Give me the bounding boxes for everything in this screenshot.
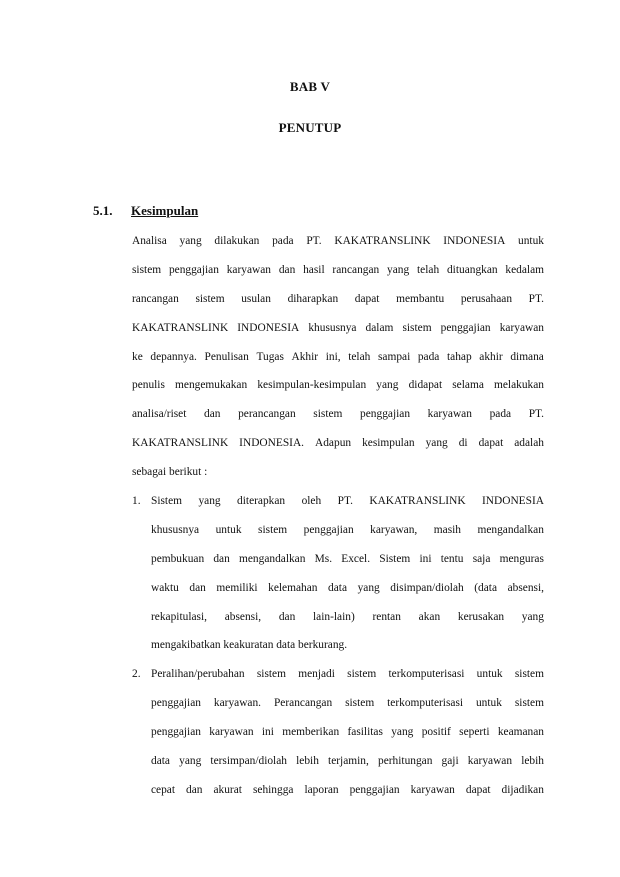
list-item-text (151, 667, 544, 811)
section-number: 5.1. (93, 203, 113, 218)
conclusion-paragraph (132, 234, 544, 494)
word: data (328, 581, 348, 594)
word: dapat (465, 783, 491, 796)
paragraph-line (132, 378, 544, 407)
word: pada (272, 235, 294, 247)
word: sistem (256, 668, 286, 680)
list-item-line (151, 552, 544, 581)
word: gaji (441, 754, 459, 767)
word: sebagai berikut : (132, 466, 208, 479)
word: absensi, (507, 581, 544, 594)
word: khususnya (308, 321, 357, 334)
word: karyawan (499, 321, 544, 334)
word: rentan (372, 610, 401, 623)
word: dan (213, 552, 230, 565)
word: penggajian (349, 783, 400, 796)
word: kesimpulan (362, 437, 415, 450)
word: Perancangan (273, 696, 333, 709)
word: untuk (476, 668, 503, 680)
word: yang (425, 437, 448, 450)
section-heading (93, 203, 198, 219)
word: terkomputerisasi (387, 696, 464, 709)
word: dan (278, 610, 296, 623)
word: tahap (447, 350, 472, 363)
word: untuk (518, 235, 544, 247)
word: dimana (510, 350, 544, 363)
list-item-number: 1. (132, 495, 141, 507)
word: untuk (215, 523, 242, 536)
word: ini (261, 725, 274, 738)
word: Analisa (132, 235, 167, 247)
word: absensi, (224, 610, 262, 623)
word: KAKATRANSLINK (334, 235, 431, 247)
word: memberikan (282, 725, 340, 738)
list-item-line (151, 581, 544, 610)
word: kelemahan (268, 581, 318, 594)
word: karyawan. (213, 696, 262, 709)
word: sistem (514, 668, 544, 680)
word: diterapkan (237, 495, 286, 507)
list-item-line (151, 725, 544, 754)
word: Sistem (151, 495, 183, 507)
word: mengandalkan (239, 552, 306, 565)
conclusion-list-item (132, 494, 544, 667)
word: akhir (479, 350, 503, 363)
word: sistem (514, 696, 544, 709)
chapter-title: PENUTUP (278, 120, 342, 135)
word: Ms. (314, 552, 333, 565)
list-item-text (151, 494, 544, 667)
word: (data (474, 581, 498, 594)
word: di (458, 437, 468, 450)
word: waktu (151, 581, 179, 594)
list-item-line (151, 523, 544, 552)
word: sistem (402, 321, 432, 334)
word: melakukan (494, 379, 544, 392)
word: cepat (151, 783, 176, 796)
word: kedalam (505, 263, 544, 276)
word: Sistem (379, 552, 411, 565)
word: Akhir (291, 350, 319, 363)
word: sistem (258, 523, 288, 536)
paragraph-line (132, 407, 544, 436)
word: adalah (514, 437, 544, 450)
word: PT. (528, 408, 544, 421)
word: lebih (296, 754, 319, 767)
word: mengakibatkan keakuratan data berkurang. (151, 639, 348, 652)
word: hasil (303, 263, 325, 276)
word: perusahaan (460, 292, 513, 305)
word: usulan (241, 292, 271, 305)
word: penggajian (360, 408, 411, 421)
word: dapat (354, 292, 380, 305)
word: yang (198, 495, 221, 507)
word: perancangan (238, 408, 296, 421)
paragraph-line (132, 465, 544, 494)
word: penggajian (168, 263, 219, 276)
word: ke (132, 350, 143, 363)
word: pada (489, 408, 512, 421)
word: masih (433, 523, 461, 536)
word: mengemukakan (175, 379, 248, 392)
word: perhitungan (378, 754, 433, 767)
word: karyawan (226, 263, 272, 276)
list-item-line (151, 754, 544, 783)
word: penggajian (440, 321, 491, 334)
word: yang (179, 235, 202, 247)
paragraph-line (132, 350, 544, 379)
word: saja (472, 552, 491, 565)
word: KAKATRANSLINK (369, 495, 466, 507)
word: menjadi (298, 668, 335, 680)
word: lebih (521, 754, 544, 767)
word: karyawan (209, 725, 254, 738)
word: PT. (306, 235, 322, 247)
word: dan (204, 408, 221, 421)
word: dijadikan (501, 783, 544, 796)
word: memiliki (216, 581, 258, 594)
word: terkomputerisasi (388, 668, 465, 680)
word: sampai (377, 350, 411, 363)
word: penggajian (151, 696, 201, 709)
word: fasilitas (347, 725, 383, 738)
word: yang (179, 754, 202, 767)
word: telah (417, 263, 440, 276)
word: karyawan, (370, 523, 418, 536)
word: INDONESIA (237, 321, 300, 334)
list-item-line (151, 494, 544, 523)
word: tentu (440, 552, 464, 565)
word: karyawan (410, 783, 455, 796)
word: diharapkan (287, 292, 339, 305)
word: analisa/riset (132, 408, 187, 421)
word: terjamin, (328, 754, 369, 767)
list-item-line (151, 667, 544, 696)
word: Peralihan/perubahan (151, 668, 245, 680)
word: penulis (132, 379, 165, 392)
word: Penulisan (204, 350, 249, 363)
word: mengandalkan (477, 523, 544, 536)
word: dan (186, 783, 203, 796)
word: PT. (337, 495, 353, 507)
word: Tugas (256, 350, 284, 363)
word: ini, (325, 350, 341, 363)
section-title: Kesimpulan (131, 203, 199, 218)
word: khususnya (151, 523, 200, 536)
word: telah (348, 350, 371, 363)
word: rancangan (132, 292, 179, 305)
word: didapat (408, 379, 443, 392)
word: laporan (304, 783, 339, 796)
word: kerusakan (457, 610, 505, 623)
word: sistem (347, 668, 377, 680)
word: penggajian (151, 725, 201, 738)
word: tersimpan/diolah (210, 754, 287, 767)
word: keamanan (497, 725, 544, 738)
list-item-line (151, 696, 544, 725)
word: akan (418, 610, 441, 623)
word: pada (417, 350, 440, 363)
chapter-number: BAB V (289, 79, 331, 94)
word: Excel. (341, 552, 371, 565)
word: disimpan/diolah (390, 581, 464, 594)
word: kesimpulan-kesimpulan (257, 379, 367, 392)
paragraph-line (132, 436, 544, 465)
word: karyawan (427, 408, 472, 421)
word: yang (521, 610, 544, 623)
word: sehingga (252, 783, 294, 796)
word: seperti (459, 725, 490, 738)
word: KAKATRANSLINK (132, 321, 229, 334)
word: oleh (301, 495, 322, 507)
word: yang (376, 379, 399, 392)
word: pembukuan (151, 552, 205, 565)
word: sistem (313, 408, 343, 421)
list-item-line (151, 638, 544, 667)
word: rekapitulasi, (151, 610, 207, 623)
word: menguras (499, 552, 544, 565)
word: karyawan (467, 754, 513, 767)
word: PT. (528, 292, 544, 305)
word: dilakukan (214, 235, 260, 247)
word: lain-lain) (313, 610, 355, 623)
word: yang (357, 581, 380, 594)
word: Adapun (315, 437, 352, 450)
word: KAKATRANSLINK (132, 437, 229, 450)
word: INDONESIA (481, 495, 544, 507)
word: ini (419, 552, 432, 565)
word: INDONESIA. (239, 437, 305, 450)
word: sistem (345, 696, 375, 709)
word: rancangan (332, 263, 380, 276)
word: data (151, 754, 170, 767)
word: untuk (475, 696, 502, 709)
word: dan (189, 581, 206, 594)
word: INDONESIA (443, 235, 506, 247)
word: sistem (132, 263, 162, 276)
word: dituangkan (446, 263, 498, 276)
list-item-line (151, 610, 544, 639)
paragraph-line (132, 321, 544, 350)
word: sistem (195, 292, 225, 305)
paragraph-line (132, 292, 544, 321)
word: penggajian (303, 523, 354, 536)
word: selama (452, 379, 484, 392)
word: positif (421, 725, 451, 738)
conclusion-list-item (132, 667, 544, 811)
word: dalam (365, 321, 394, 334)
word: yang (391, 725, 414, 738)
list-item-body (132, 494, 544, 667)
list-item-line (151, 783, 544, 812)
paragraph-line (132, 263, 544, 292)
word: akurat (213, 783, 242, 796)
word: dan (278, 263, 296, 276)
word: membantu (396, 292, 445, 305)
paragraph-line (132, 234, 544, 263)
list-item-body (132, 667, 544, 811)
list-item-number: 2. (132, 668, 141, 680)
word: dapat (478, 437, 504, 450)
word: yang (387, 263, 410, 276)
word: depannya. (150, 350, 197, 363)
